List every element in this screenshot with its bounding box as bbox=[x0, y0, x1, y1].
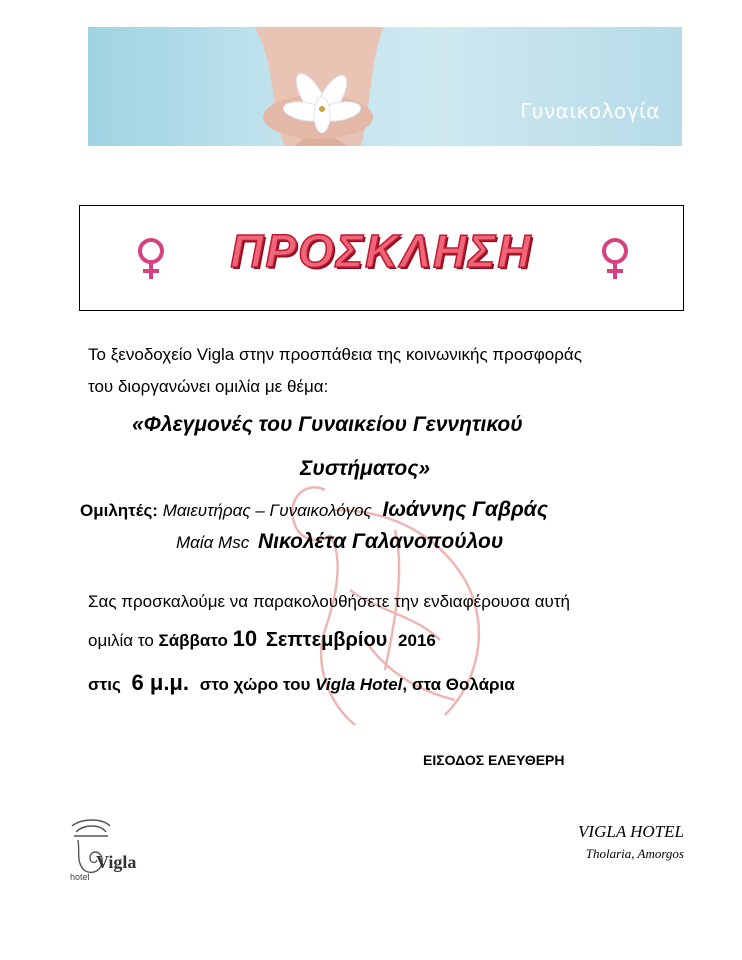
banner-title: Γυναικολογία bbox=[520, 99, 660, 123]
venus-symbol-icon bbox=[597, 235, 633, 283]
free-entry-note: ΕΙΣΟΔΟΣ ΕΛΕΥΘΕΡΗ bbox=[423, 752, 565, 768]
invitation-title: ΠΡΟΣΚΛΗΣΗ bbox=[230, 225, 533, 277]
speaker-2-role: Μαία Msc bbox=[176, 533, 250, 552]
venue-suffix: , στα Θολάρια bbox=[402, 675, 515, 694]
event-month: Σεπτεμβρίου bbox=[265, 629, 388, 651]
vigla-hotel-logo bbox=[62, 818, 162, 884]
topic-line-1: «Φλεγμονές του Γυναικείου Γεννητικού bbox=[132, 413, 523, 436]
topic-line-2: Συστήματος» bbox=[300, 457, 431, 480]
speakers-line-2 bbox=[176, 530, 503, 554]
banner-figure-image bbox=[208, 27, 428, 146]
speakers-label: Ομιλητές: bbox=[80, 501, 158, 520]
invitation-title-box bbox=[79, 205, 684, 311]
speaker-1-role: Μαιευτήρας – Γυναικολόγος bbox=[162, 501, 372, 520]
logo-sub: hotel bbox=[70, 872, 90, 882]
header-banner bbox=[88, 27, 682, 146]
signature-place: Tholaria, Amorgos bbox=[585, 846, 684, 861]
signature-name: VIGLA HOTEL bbox=[578, 822, 684, 841]
details-line-1: Σας προσκαλούμε να παρακολουθήσετε την ενδιαφέρουσα αυτή bbox=[88, 592, 570, 611]
details-prefix: ομιλία το bbox=[88, 631, 154, 650]
details-line-2 bbox=[88, 626, 436, 652]
venue-prefix: στο χώρο του bbox=[199, 675, 311, 694]
details-line-3 bbox=[88, 670, 515, 696]
speaker-1-name: Ιωάννης Γαβράς bbox=[382, 498, 548, 521]
venue-name: Vigla Hotel bbox=[315, 675, 403, 694]
logo-word: Vigla bbox=[96, 852, 137, 872]
intro-line-1: Το ξενοδοχείο Vigla στην προσπάθεια της κοινωνικής προσφοράς bbox=[88, 345, 582, 364]
intro-line-2: του διοργανώνει ομιλία με θέμα: bbox=[88, 377, 329, 396]
event-year: 2016 bbox=[398, 631, 436, 650]
speaker-2-name: Νικολέτα Γαλανοπούλου bbox=[257, 530, 504, 553]
event-day: Σάββατο bbox=[158, 631, 228, 650]
event-time: 6 μ.μ. bbox=[131, 670, 190, 695]
event-date-number: 10 bbox=[232, 626, 258, 651]
event-at: στις bbox=[88, 675, 121, 694]
speakers-line-1 bbox=[80, 498, 548, 522]
